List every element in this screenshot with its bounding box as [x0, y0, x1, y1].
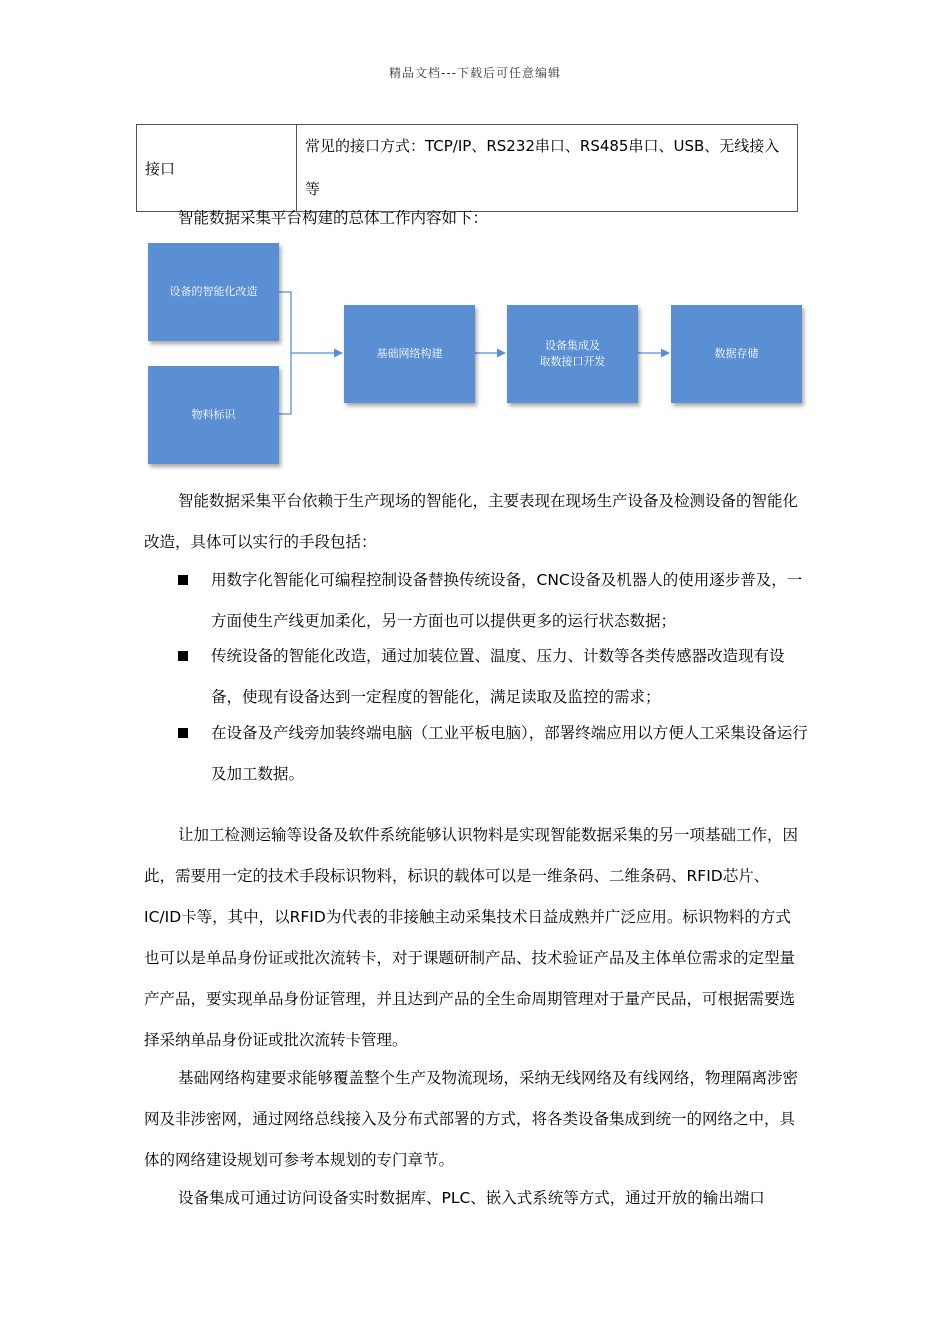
list-item-text: 在设备及产线旁加装终端电脑（工业平板电脑），部署终端应用以方便人工采集设备运行及加工数据。 [211, 724, 808, 783]
flow-connectors [0, 0, 950, 480]
box-device-upgrade [148, 243, 279, 341]
paragraph-1: 智能数据采集平台依赖于生产现场的智能化，主要表现在现场生产设备及检测设备的智能化改造，具体可以实行的手段包括： [144, 492, 799, 551]
connector-box1 [279, 292, 291, 353]
box-network-build-label: 基础网络构建 [376, 347, 443, 360]
box-network-build [344, 305, 475, 403]
table-value-cell: 常见的接口方式：TCP/IP、RS232串口、RS485串口、USB、无线接入等 [297, 125, 798, 212]
box-data-storage-label: 数据存储 [714, 347, 759, 360]
table-key-cell: 接口 [137, 125, 297, 212]
list-item-text: 传统设备的智能化改造，通过加装位置、温度、压力、计数等各类传感器改造现有设备，使现有设备达到一定程度的智能化，满足读取及监控的需求； [211, 647, 785, 706]
box-data-storage [671, 305, 802, 403]
paragraph-3: 基础网络构建要求能够覆盖整个生产及物流现场，采纳无线网络及有线网络，物理隔离涉密网及非涉密网，通过网络总线接入及分布式部署的方式，将各类设备集成到统一的网络之中，具体的网络建设规划可参考本规划的专门章节。 [144, 1069, 799, 1169]
connector-box2 [279, 353, 291, 414]
intro-text: 智能数据采集平台构建的总体工作内容如下： [178, 209, 489, 227]
box-integration-line2: 取数接口开发 [539, 355, 606, 368]
paragraph-4: 设备集成可通过访问设备实时数据库、PLC、嵌入式系统等方式，通过开放的输出端口 [178, 1189, 765, 1207]
box-material-id [148, 366, 279, 464]
list-item [178, 560, 808, 642]
box-integration-line1: 设备集成及 [545, 339, 600, 352]
bullet-square-icon [178, 575, 188, 585]
page-header: 精品文档---下载后可任意编辑 [389, 66, 561, 80]
box-device-integration [507, 305, 638, 403]
list-item-text: 用数字化智能化可编程控制设备替换传统设备，CNC设备及机器人的使用逐步普及，一方面使生产线更加柔化，另一方面也可以提供更多的运行状态数据； [211, 571, 803, 630]
bullet-square-icon [178, 728, 188, 738]
box-material-id-label: 物料标识 [191, 408, 236, 421]
list-item [178, 713, 808, 795]
paragraph-2: 让加工检测运输等设备及软件系统能够认识物料是实现智能数据采集的另一项基础工作，因此，需要用一定的技术手段标识物料，标识的载体可以是一维条码、二维条码、RFID芯片、IC/ID卡等，其中，以RFID为代表的非接触主动采集技术日益成熟并广泛应用。标识物料的方式也可以是单品身份证或批次流转卡，对于课题研制产品、技术验证产品及主体单位需求的定型量产产品，要实现单品身份证管理，并且达到产品的全生命周期管理对于量产民品，可根据需要选择采纳单品身份证或批次流转卡管理。 [144, 826, 799, 1049]
bullet-square-icon [178, 651, 188, 661]
list-item [178, 636, 808, 718]
box-device-upgrade-label: 设备的智能化改造 [169, 285, 258, 298]
